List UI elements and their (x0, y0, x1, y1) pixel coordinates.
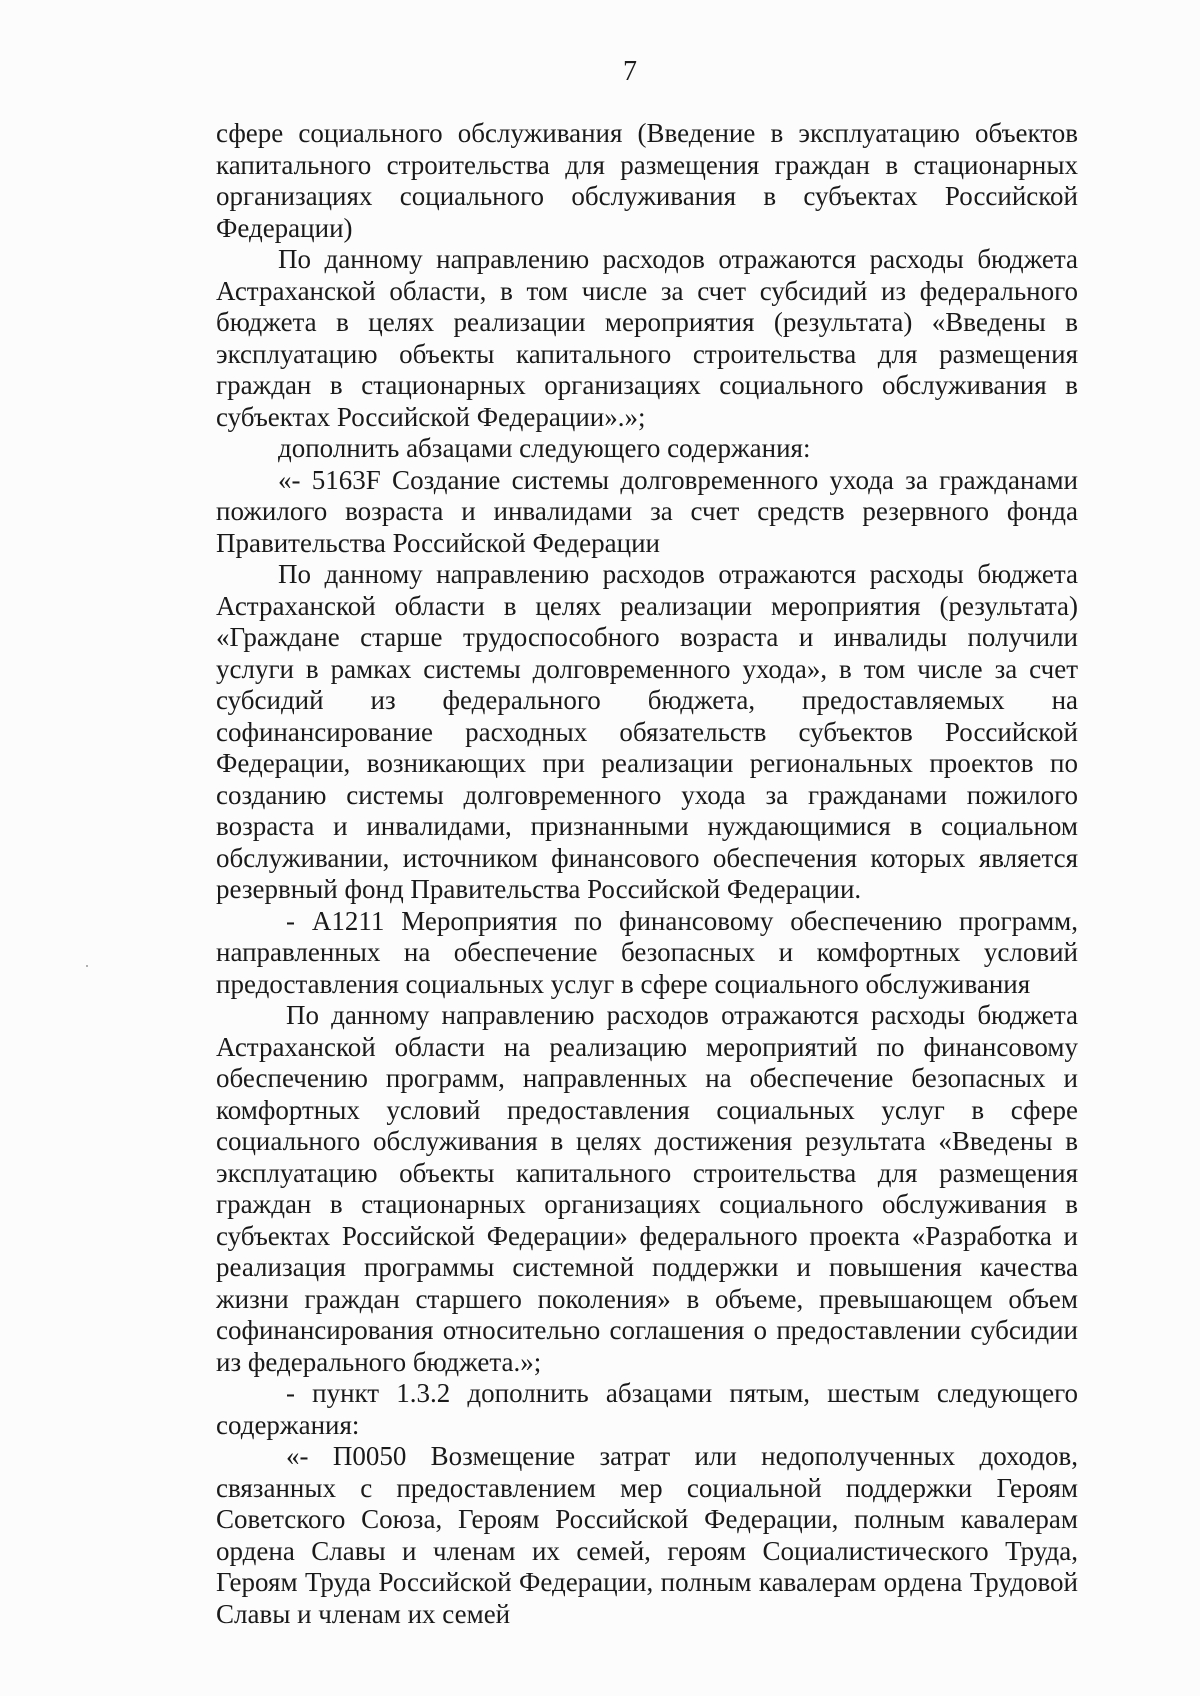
paragraph-supplement-intro: дополнить абзацами следующего содержания: (278, 433, 811, 463)
document-body (216, 118, 1078, 1630)
margin-mark (86, 965, 88, 967)
paragraph-5163f-description: По данному направлению расходов отражаются расходы бюджета Астраханской области в целях реализации мероприятия (результата) «Граждане старше трудоспособного возраста и инвалиды получили услуги в рамках системы долговременного ухода», в том числе за счет субсидий из федерального бюджета, предоставляемых на софинансирование расходных обязательств субъектов Российской Федерации, возникающих при реализации региональных проектов по созданию системы долговременного ухода за гражданами пожилого возраста и инвалидами, признанными нуждающимися в социальном обслуживании, источником финансового обеспечения которых является резервный фонд Правительства Российской Федерации. (216, 559, 1078, 904)
paragraph-clause-1-3-2: - пункт 1.3.2 дополнить абзацами пятым, шестым следующего содержания: (216, 1378, 1078, 1440)
paragraph-a1211-description: По данному направлению расходов отражаются расходы бюджета Астраханской области на реализацию мероприятий по финансовому обеспечению программ, направленных на обеспечение безопасных и комфортных условий предоставления социальных услуг в сфере социального обслуживания в целях достижения результата «Введены в эксплуатацию объекты капитального строительства для размещения граждан в стационарных организациях социального обслуживания в субъектах Российской Федерации» федерального проекта «Разработка и реализация программы системной поддержки и повышения качества жизни граждан старшего поколения» в объеме, превышающем объем софинансирования относительно соглашения о предоставлении субсидии из федерального бюджета.»; (216, 1000, 1078, 1377)
paragraph-continuation: сфере социального обслуживания (Введение в эксплуатацию объектов капитального строительства для размещения граждан в стационарных организациях социального обслуживания в субъектах Российской Федерации) (216, 118, 1078, 243)
paragraph-a1211: - А1211 Мероприятия по финансовому обеспечению программ, направленных на обеспечение безопасных и комфортных условий предоставления социальных услуг в сфере социального обслуживания (216, 905, 1078, 999)
paragraph-p0050: «- П0050 Возмещение затрат или недополученных доходов, связанных с предоставлением мер социальной поддержки Героям Советского Союза, Героям Российской Федерации, полным кавалерам ордена Славы и членам их семей, героям Социалистического Труда, Героям Труда Российской Федерации, полным кавалерам ордена Трудовой Славы и членам их семей (216, 1441, 1078, 1629)
paragraph-astrakhan-subsidies: По данному направлению расходов отражаются расходы бюджета Астраханской области, в том числе за счет субсидий из федерального бюджета в целях реализации мероприятия (результата) «Введены в эксплуатацию объекты капитального строительства для размещения граждан в стационарных организациях социального обслуживания в субъектах Российской Федерации».»; (216, 244, 1078, 432)
page-number: 7 (623, 56, 637, 87)
paragraph-5163f: «- 5163F Создание системы долговременного ухода за гражданами пожилого возраста и инвалидами за счет средств резервного фонда Правительства Российской Федерации (216, 464, 1078, 558)
